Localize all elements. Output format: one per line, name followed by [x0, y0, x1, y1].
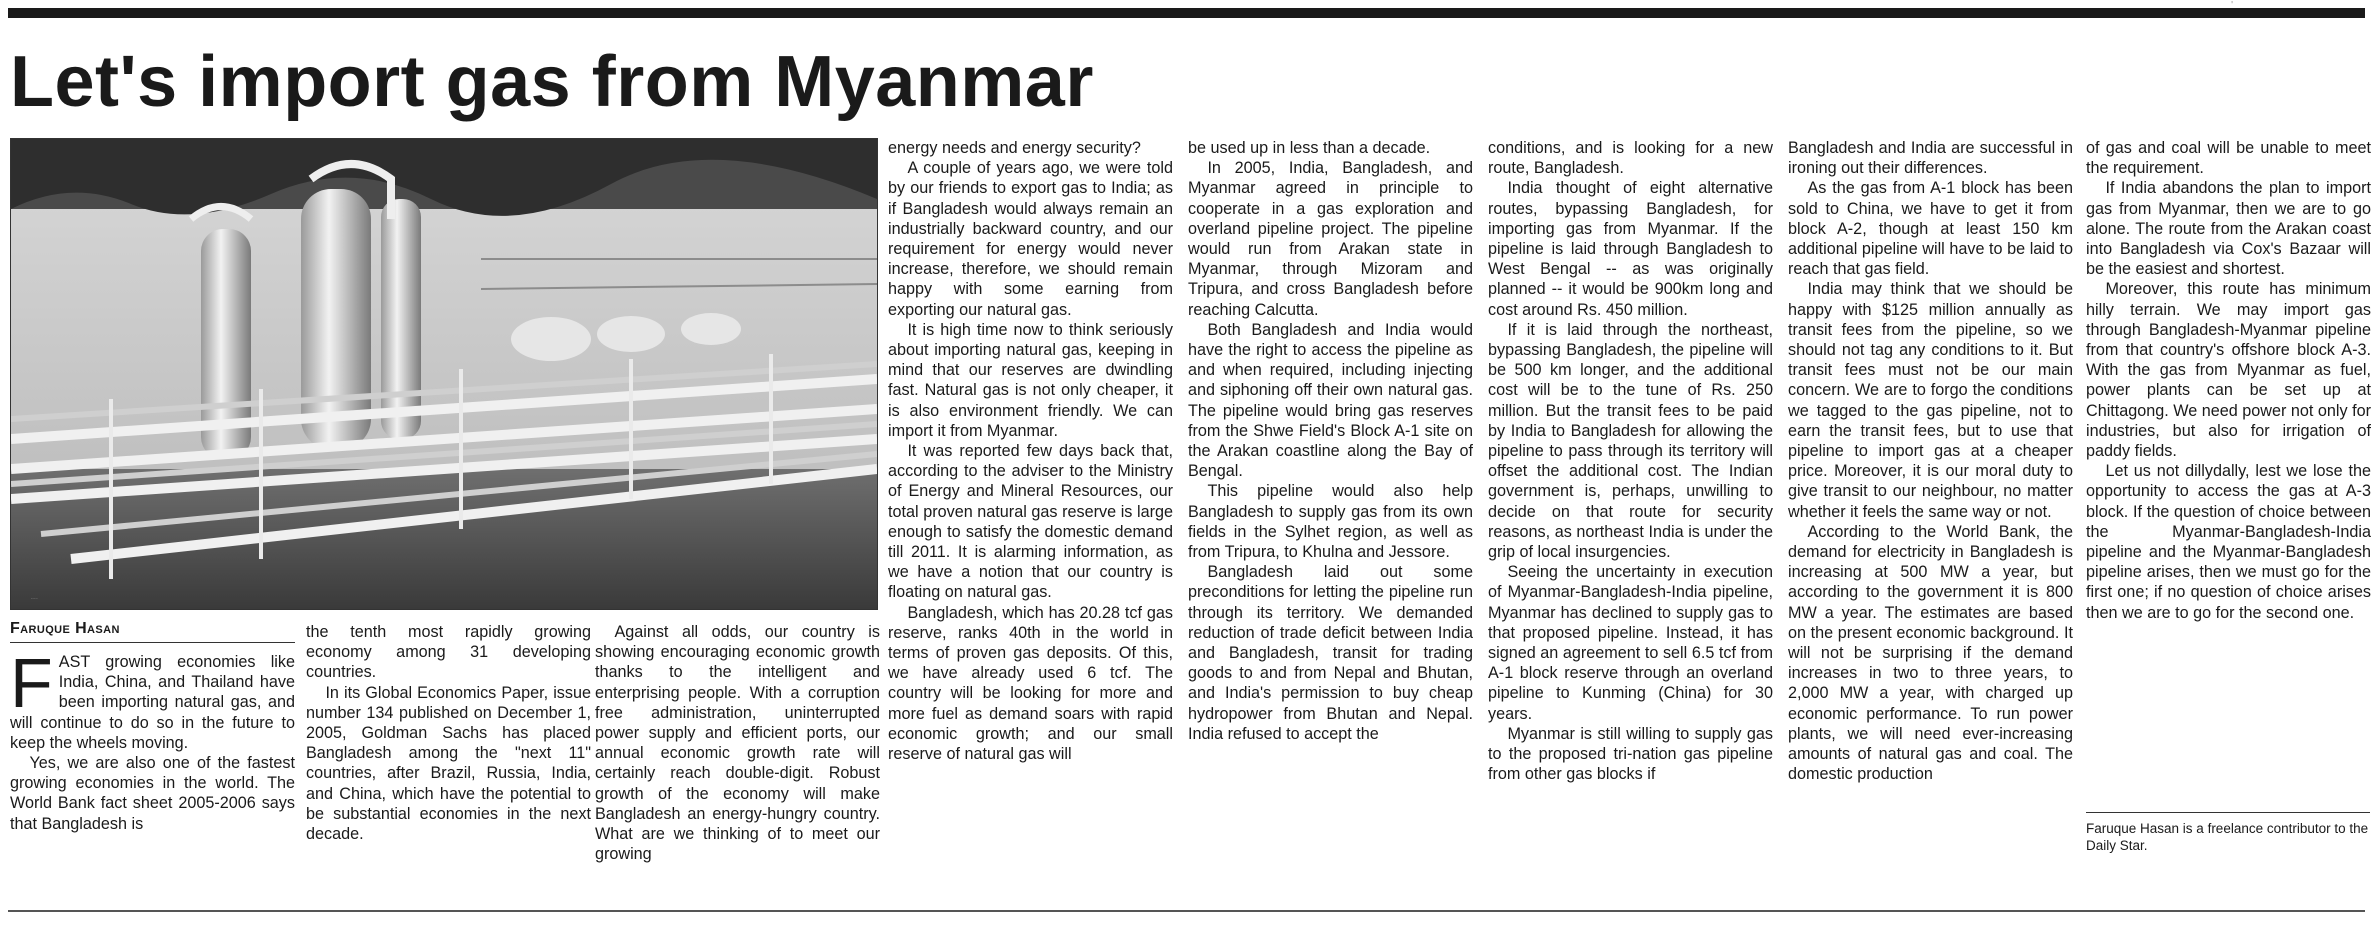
paragraph: According to the World Bank, the demand for electricity in Bangladesh is increasing at 500 MW a year, but according to the government it is 800 MW a year. The estimates are based on the present economic background. It will not be surprising if the demand increases in two to three years, to 2,000 MW a year, with charged up economic performance. To run power plants, we will need ever-increasing amounts of natural gas and coal. The domestic production [1788, 522, 2073, 784]
paragraph: Both Bangladesh and India would have the right to access the pipeline as and when required, including injecting and siphoning off their own natural gas. The pipeline would bring gas reserves from the Shwe Field's Block A-1 site on the Arakan coastline along the Bay of Bengal. [1188, 320, 1473, 481]
paragraph: Against all odds, our country is showing encouraging economic growth thanks to the intelligent and enterprising people. With a corruption free administration, uninterrupted power supply and efficient ports, our annual economic growth rate will certainly reach double-digit. Robust growth of the economy will make Bangladesh an energy-hungry country. What are we thinking of to meet our growing [595, 623, 880, 864]
byline: Faruque Hasan [10, 620, 295, 643]
column-7 [1788, 138, 2073, 908]
page-mark: ' [2231, 0, 2233, 11]
paragraph: energy needs and energy security? [888, 139, 1141, 157]
paragraph: Moreover, this route has minimum hilly terrain. We may import gas through Bangladesh-Myanmar pipeline from that country's offshore block A-3. With the gas from Myanmar as fuel, power plants can be set up at Chittagong. We need power not only for industries, but also for irrigation of paddy fields. [2086, 280, 2371, 461]
column-2 [306, 622, 591, 884]
paragraph: A couple of years ago, we were told by our friends to export gas to India; as if Bangladesh would always remain an industrially backward country, and our requirement for energy would never increase, therefore, we should remain happy with some earning from exporting our natural gas. [888, 159, 1173, 319]
paragraph: Bangladesh, which has 20.28 tcf gas reserve, ranks 40th in the world in terms of proven gas deposits. Of this, we have already used 6 tcf. The country will be looking for more and more fuel as demand soars with rapid economic growth; and our small reserve of natural gas will [888, 603, 1173, 764]
photo-alt: gas plant pipes [31, 599, 38, 600]
paragraph: This pipeline would also help Bangladesh to supply gas from its own fields in the Sylhet region, as well as from Tripura, to Khulna and Jessore. [1188, 482, 1473, 562]
article-photo [10, 138, 878, 610]
lead-text: AST growing economies like India, China, and Thailand have been importing natural gas, and will continue to do so in the future to keep the wheels moving. [10, 653, 295, 752]
paragraph: of gas and coal will be unable to meet the requirement. [2086, 139, 2371, 178]
dropcap: F [10, 652, 53, 722]
paragraph: Bangladesh laid out some preconditions for letting the pipeline run through its territory. We demanded reduction of trade deficit between India and Bangladesh, transit for trading goods to and from Nepal and Bhutan, and India's permission to buy cheap hydropower from Bhutan and Nepal. India refused to accept the [1188, 563, 1473, 743]
column-5 [1188, 138, 1473, 908]
paragraph: It is high time now to think seriously about importing natural gas, keeping in mind that our reserves are dwindling fast. Natural gas is not only cheaper, it is also environment friendly. We can import it from Myanmar. [888, 320, 1173, 440]
author-footnote: Faruque Hasan is a freelance contributor to the Daily Star. [2086, 821, 2369, 853]
paragraph: As the gas from A-1 block has been sold to China, we have to get it from block A-2, though at least 150 km additional pipeline will have to be laid to reach that gas field. [1788, 179, 2073, 279]
paragraph: It was reported few days back that, according to the adviser to the Ministry of Energy and Mineral Resources, our total proven natural gas reserve is large enough to satisfy the domestic demand till 2011. It is alarming information, as we have a notion that our country is floating on natural gas. [888, 442, 1173, 602]
paragraph: Seeing the uncertainty in execution of Myanmar-Bangladesh-India pipeline, Myanmar has declined to supply gas to that proposed pipeline. Instead, it has signed an agreement to sell 6.5 tcf from A-1 block reserve through an overland pipeline to Kunming (China) for 30 years. [1488, 563, 1773, 723]
paragraph: conditions, and is looking for a new route, Bangladesh. [1488, 139, 1773, 178]
footnote-rule [2086, 812, 2370, 813]
column-4 [888, 138, 1173, 908]
paragraph: If India abandons the plan to import gas from Myanmar, then we are to go alone. The route from the Arakan coast into Bangladesh via Cox's Bazaar will be the easiest and shortest. [2086, 179, 2371, 279]
paragraph: Let us not dillydally, lest we lose the opportunity to access the gas at A-3 block. If the question of choice between the Myanmar-Bangladesh-India pipeline and the Myanmar-Bangladesh pipeline arises, then we must go for the first one; if no question of choice arises then we are to go for the second one. [2086, 462, 2371, 622]
lead-paragraph [10, 652, 295, 753]
column-8 [2086, 138, 2371, 808]
paragraph: If it is laid through the northeast, bypassing Bangladesh, the pipeline will be 500 km longer, and the additional cost will be to the tune of Rs. 250 million. But the transit fees to be paid by India to Bangladesh for allowing the pipeline to pass through its territory will offset the additional cost. The Indian government is, perhaps, unwilling to decide on that route for security reasons, as northeast India is under the grip of local insurgencies. [1488, 320, 1773, 562]
paragraph: Yes, we are also one of the fastest growing economies in the world. The World Bank fact sheet 2005-2006 says that Bangladesh is [10, 754, 295, 833]
headline: Let's import gas from Myanmar [10, 42, 1094, 122]
column-3 [595, 622, 880, 884]
bottom-rule [8, 910, 2365, 912]
column-6 [1488, 138, 1773, 908]
paragraph: India thought of eight alternative routes, bypassing Bangladesh, for importing gas from Myanmar. If the pipeline is laid through Bangladesh to West Bengal -- as was originally planned -- it would be 900km long and cost around Rs. 450 million. [1488, 179, 1773, 319]
paragraph: In 2005, India, Bangladesh, and Myanmar agreed in principle to cooperate in a gas exploration and overland pipeline project. The pipeline would run from Arakan state in Myanmar, through Mizoram and Tripura, and cross Bangladesh before reaching Calcutta. [1188, 159, 1473, 319]
top-rule [8, 8, 2365, 18]
paragraph: be used up in less than a decade. [1188, 139, 1431, 157]
paragraph: the tenth most rapidly growing economy among 31 developing countries. [306, 623, 591, 682]
paragraph: Bangladesh and India are successful in ironing out their differences. [1788, 139, 2073, 178]
paragraph: In its Global Economics Paper, issue number 134 published on December 1, 2005, Goldman Sachs has placed Bangladesh among the "next 11" countries, after Brazil, Russia, India, and China, which have the potential to be substantial economies in the next decade. [306, 683, 591, 844]
column-1 [10, 652, 295, 914]
paragraph: Myanmar is still willing to supply gas to the proposed tri-nation gas pipeline from other gas blocks if [1488, 724, 1773, 784]
paragraph: India may think that we should be happy with $125 million annually as transit fees from the pipeline, so we should not tag any conditions to it. But transit fees must not be our main concern. We are to forgo the conditions we tagged to the gas pipeline, not to earn the transit fees, but to use that pipeline to import gas at a cheaper price. Moreover, it is our moral duty to give transit to our neighbour, no matter whether it feels the same way or not. [1788, 280, 2073, 521]
gas-plant-photo [11, 139, 877, 609]
